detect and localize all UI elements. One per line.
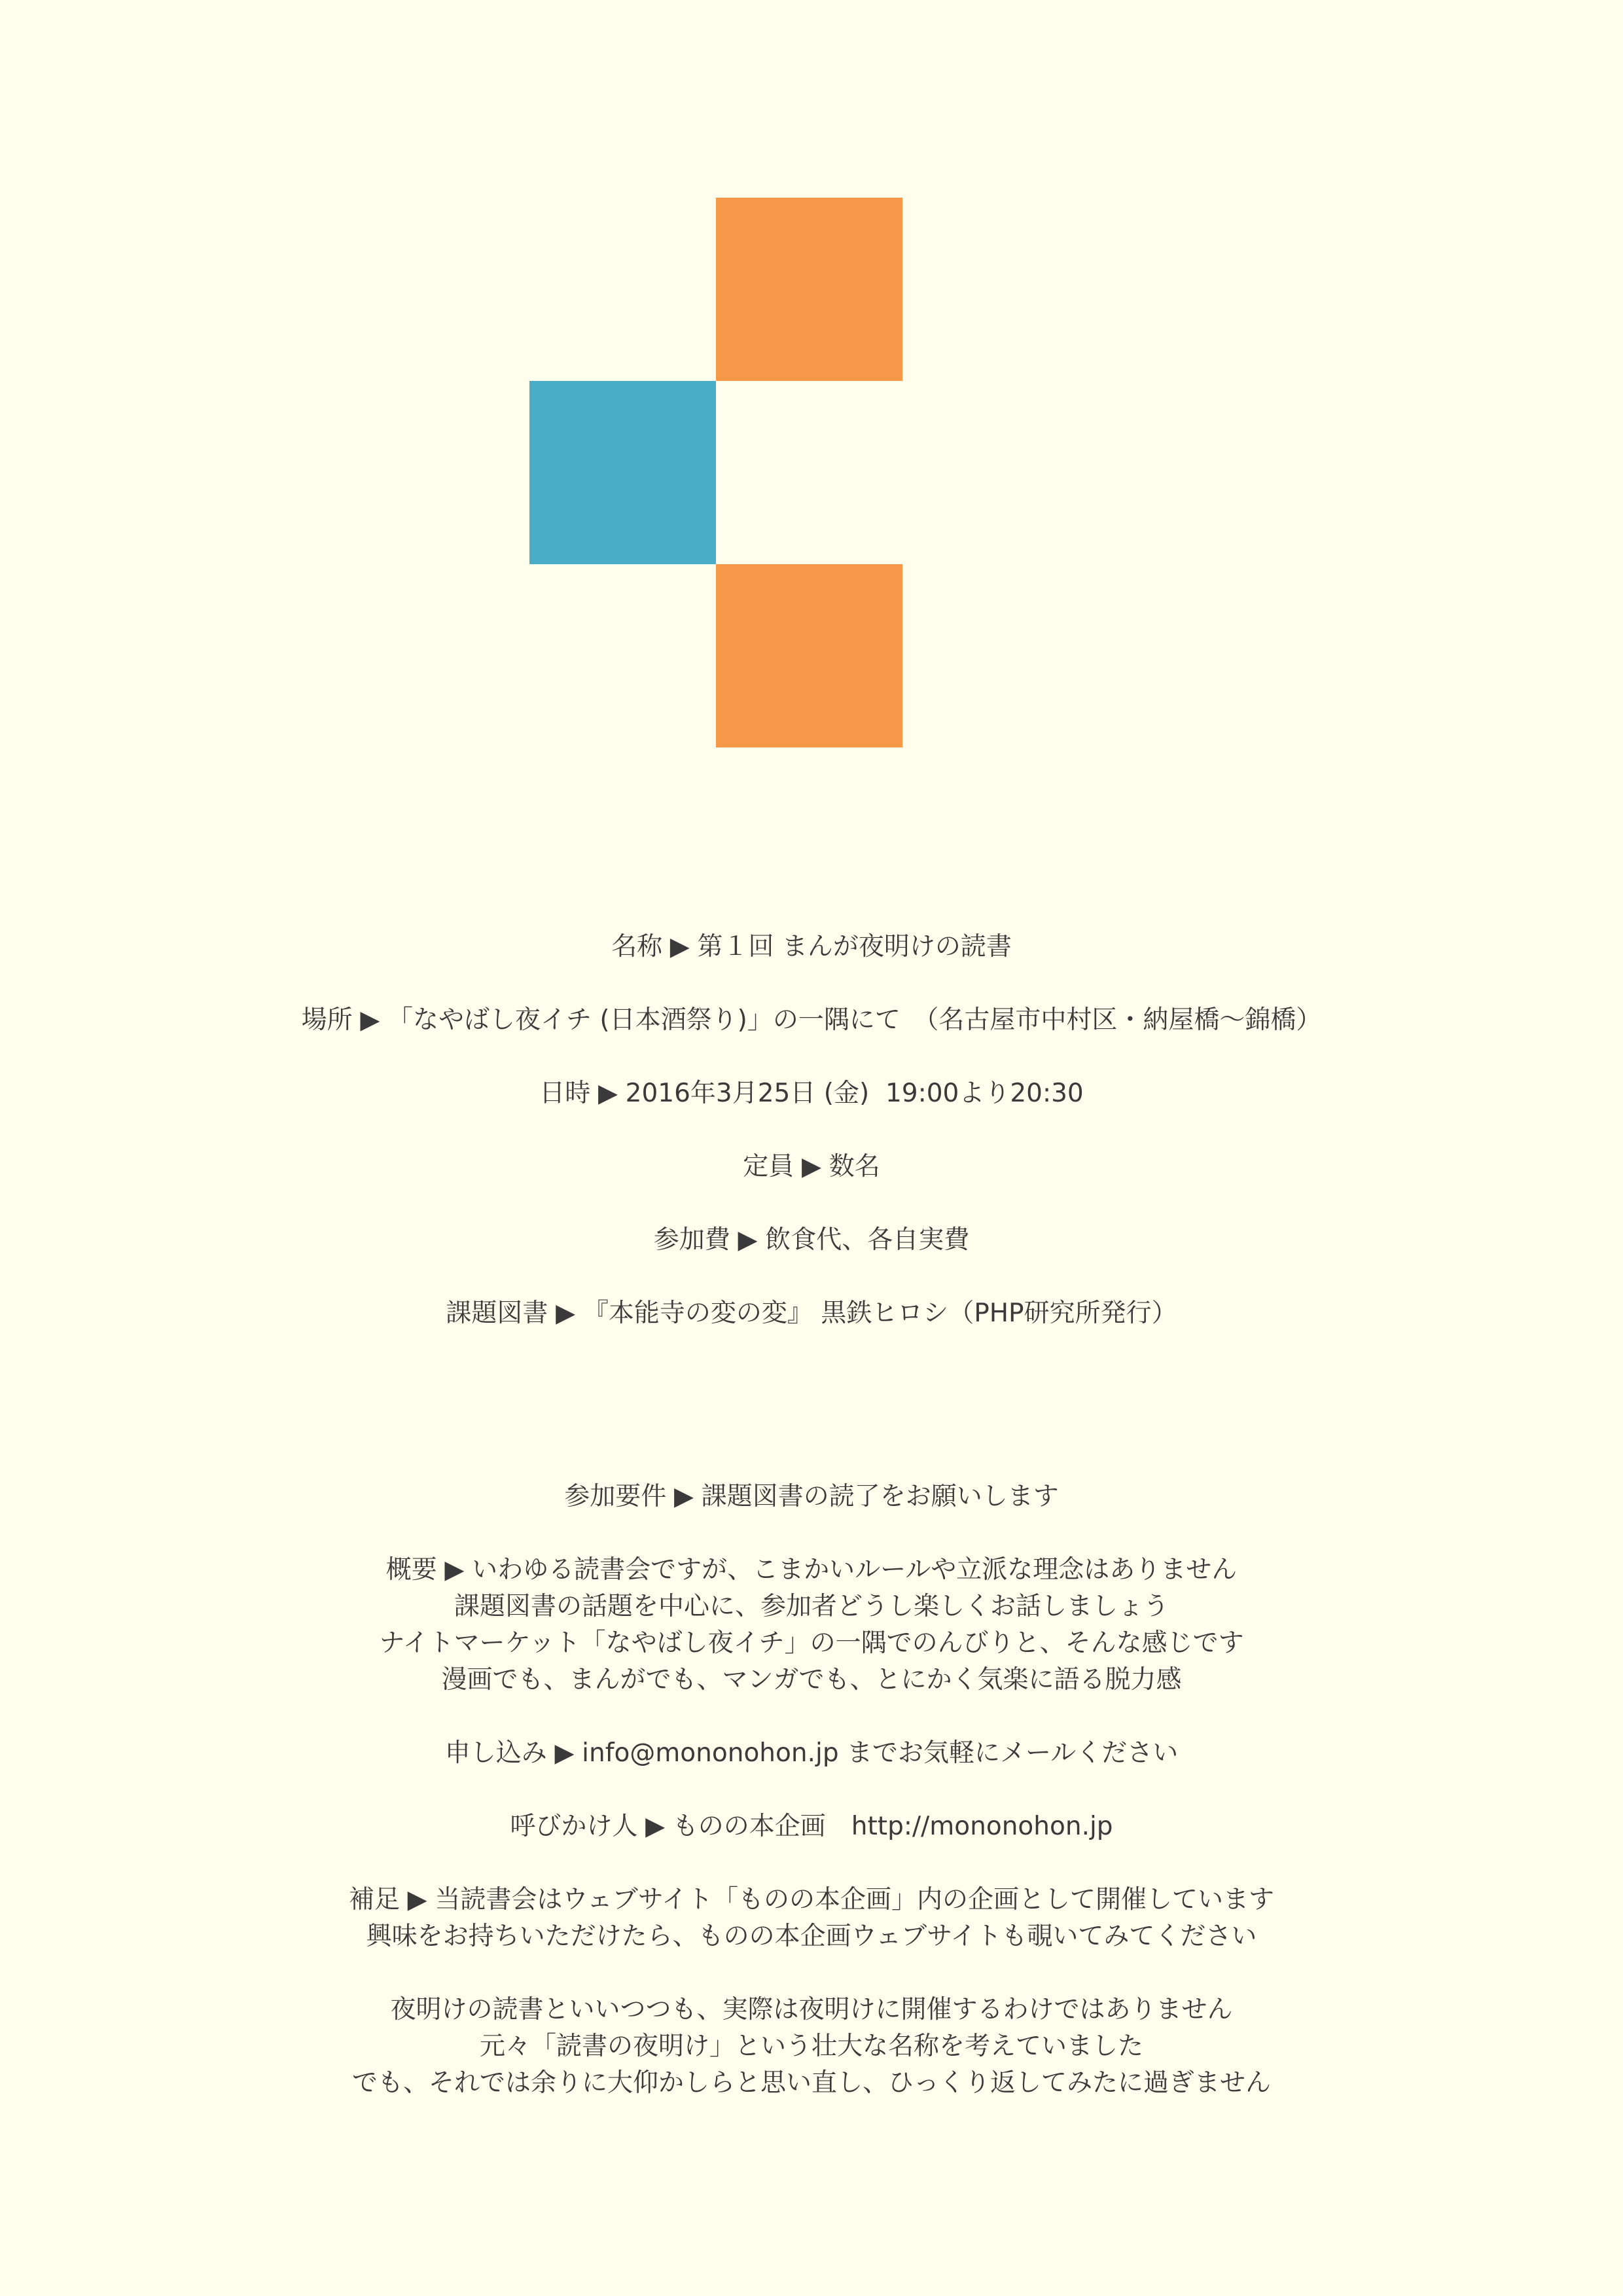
capacity-row: 定員 ▶ 数名 xyxy=(0,1149,1623,1185)
overview-row: 概要 ▶ いわゆる読書会ですが、こまかいルールや立派な理念はありません xyxy=(0,1552,1623,1588)
arrow-right-icon: ▶ xyxy=(669,932,690,961)
logo-blue-block-middle xyxy=(529,381,716,564)
datetime-row: 日時 ▶ 2016年3月25日 (金) 19:00より20:30 xyxy=(0,1075,1623,1112)
book-row: 課題図書 ▶ 『本能寺の変の変』 黒鉄ヒロシ（PHP研究所発行） xyxy=(0,1295,1623,1332)
arrow-right-icon: ▶ xyxy=(597,1079,618,1108)
apply-row: 申し込み ▶ info@mononohon.jp までお気軽にメールください xyxy=(0,1735,1623,1772)
place-row: 場所 ▶ 「なやばし夜イチ (日本酒祭り)」の一隅にて （名古屋市中村区・納屋橋〜錦橋） xyxy=(0,1002,1623,1039)
event-info xyxy=(0,929,1623,1332)
arrow-right-icon: ▶ xyxy=(674,1482,694,1511)
overview-line: 漫画でも、まんがでも、マンガでも、とにかく気楽に語る脱力感 xyxy=(441,1665,1182,1695)
overview-line: ナイトマーケット「なやばし夜イチ」の一隅でのんびりと、そんな感じです xyxy=(379,1628,1244,1658)
note-line: 夜明けの読書といいつつも、実際は夜明けに開催するわけではありません xyxy=(390,1995,1233,2024)
arrow-right-icon: ▶ xyxy=(360,1005,380,1035)
details-info xyxy=(0,1479,1623,2102)
arrow-right-icon: ▶ xyxy=(554,1738,575,1768)
note-line: 元々「読書の夜明け」という壮大な名称を考えていました xyxy=(479,2032,1143,2061)
name-row: 名称 ▶ 第１回 まんが夜明けの読書 xyxy=(0,929,1623,965)
overview-line: 課題図書の話題を中心に、参加者どうし楽しくお話しましょう xyxy=(454,1592,1169,1621)
arrow-right-icon: ▶ xyxy=(407,1885,427,1914)
arrow-right-icon: ▶ xyxy=(802,1152,821,1181)
arrow-right-icon: ▶ xyxy=(645,1812,666,1841)
arrow-right-icon: ▶ xyxy=(738,1225,758,1255)
note-line: でも、それでは余りに大仰かしらと思い直し、ひっくり返してみたに過ぎません xyxy=(351,2068,1271,2098)
requirement-row: 参加要件 ▶ 課題図書の読了をお願いします xyxy=(0,1479,1623,1515)
note-row: 補足 ▶ 当読書会はウェブサイト「ものの本企画」内の企画として開催しています xyxy=(0,1882,1623,1918)
fee-row: 参加費 ▶ 飲食代、各自実費 xyxy=(0,1222,1623,1259)
note-line: 興味をお持ちいただけたら、ものの本企画ウェブサイトも覗いてみてください xyxy=(366,1922,1257,1951)
logo-orange-block-bottom xyxy=(716,564,902,747)
arrow-right-icon: ▶ xyxy=(556,1299,576,1328)
arrow-right-icon: ▶ xyxy=(444,1555,465,1585)
organizer-row: 呼びかけ人 ▶ ものの本企画 http://mononohon.jp xyxy=(0,1808,1623,1845)
logo-orange-block-top xyxy=(716,198,902,381)
